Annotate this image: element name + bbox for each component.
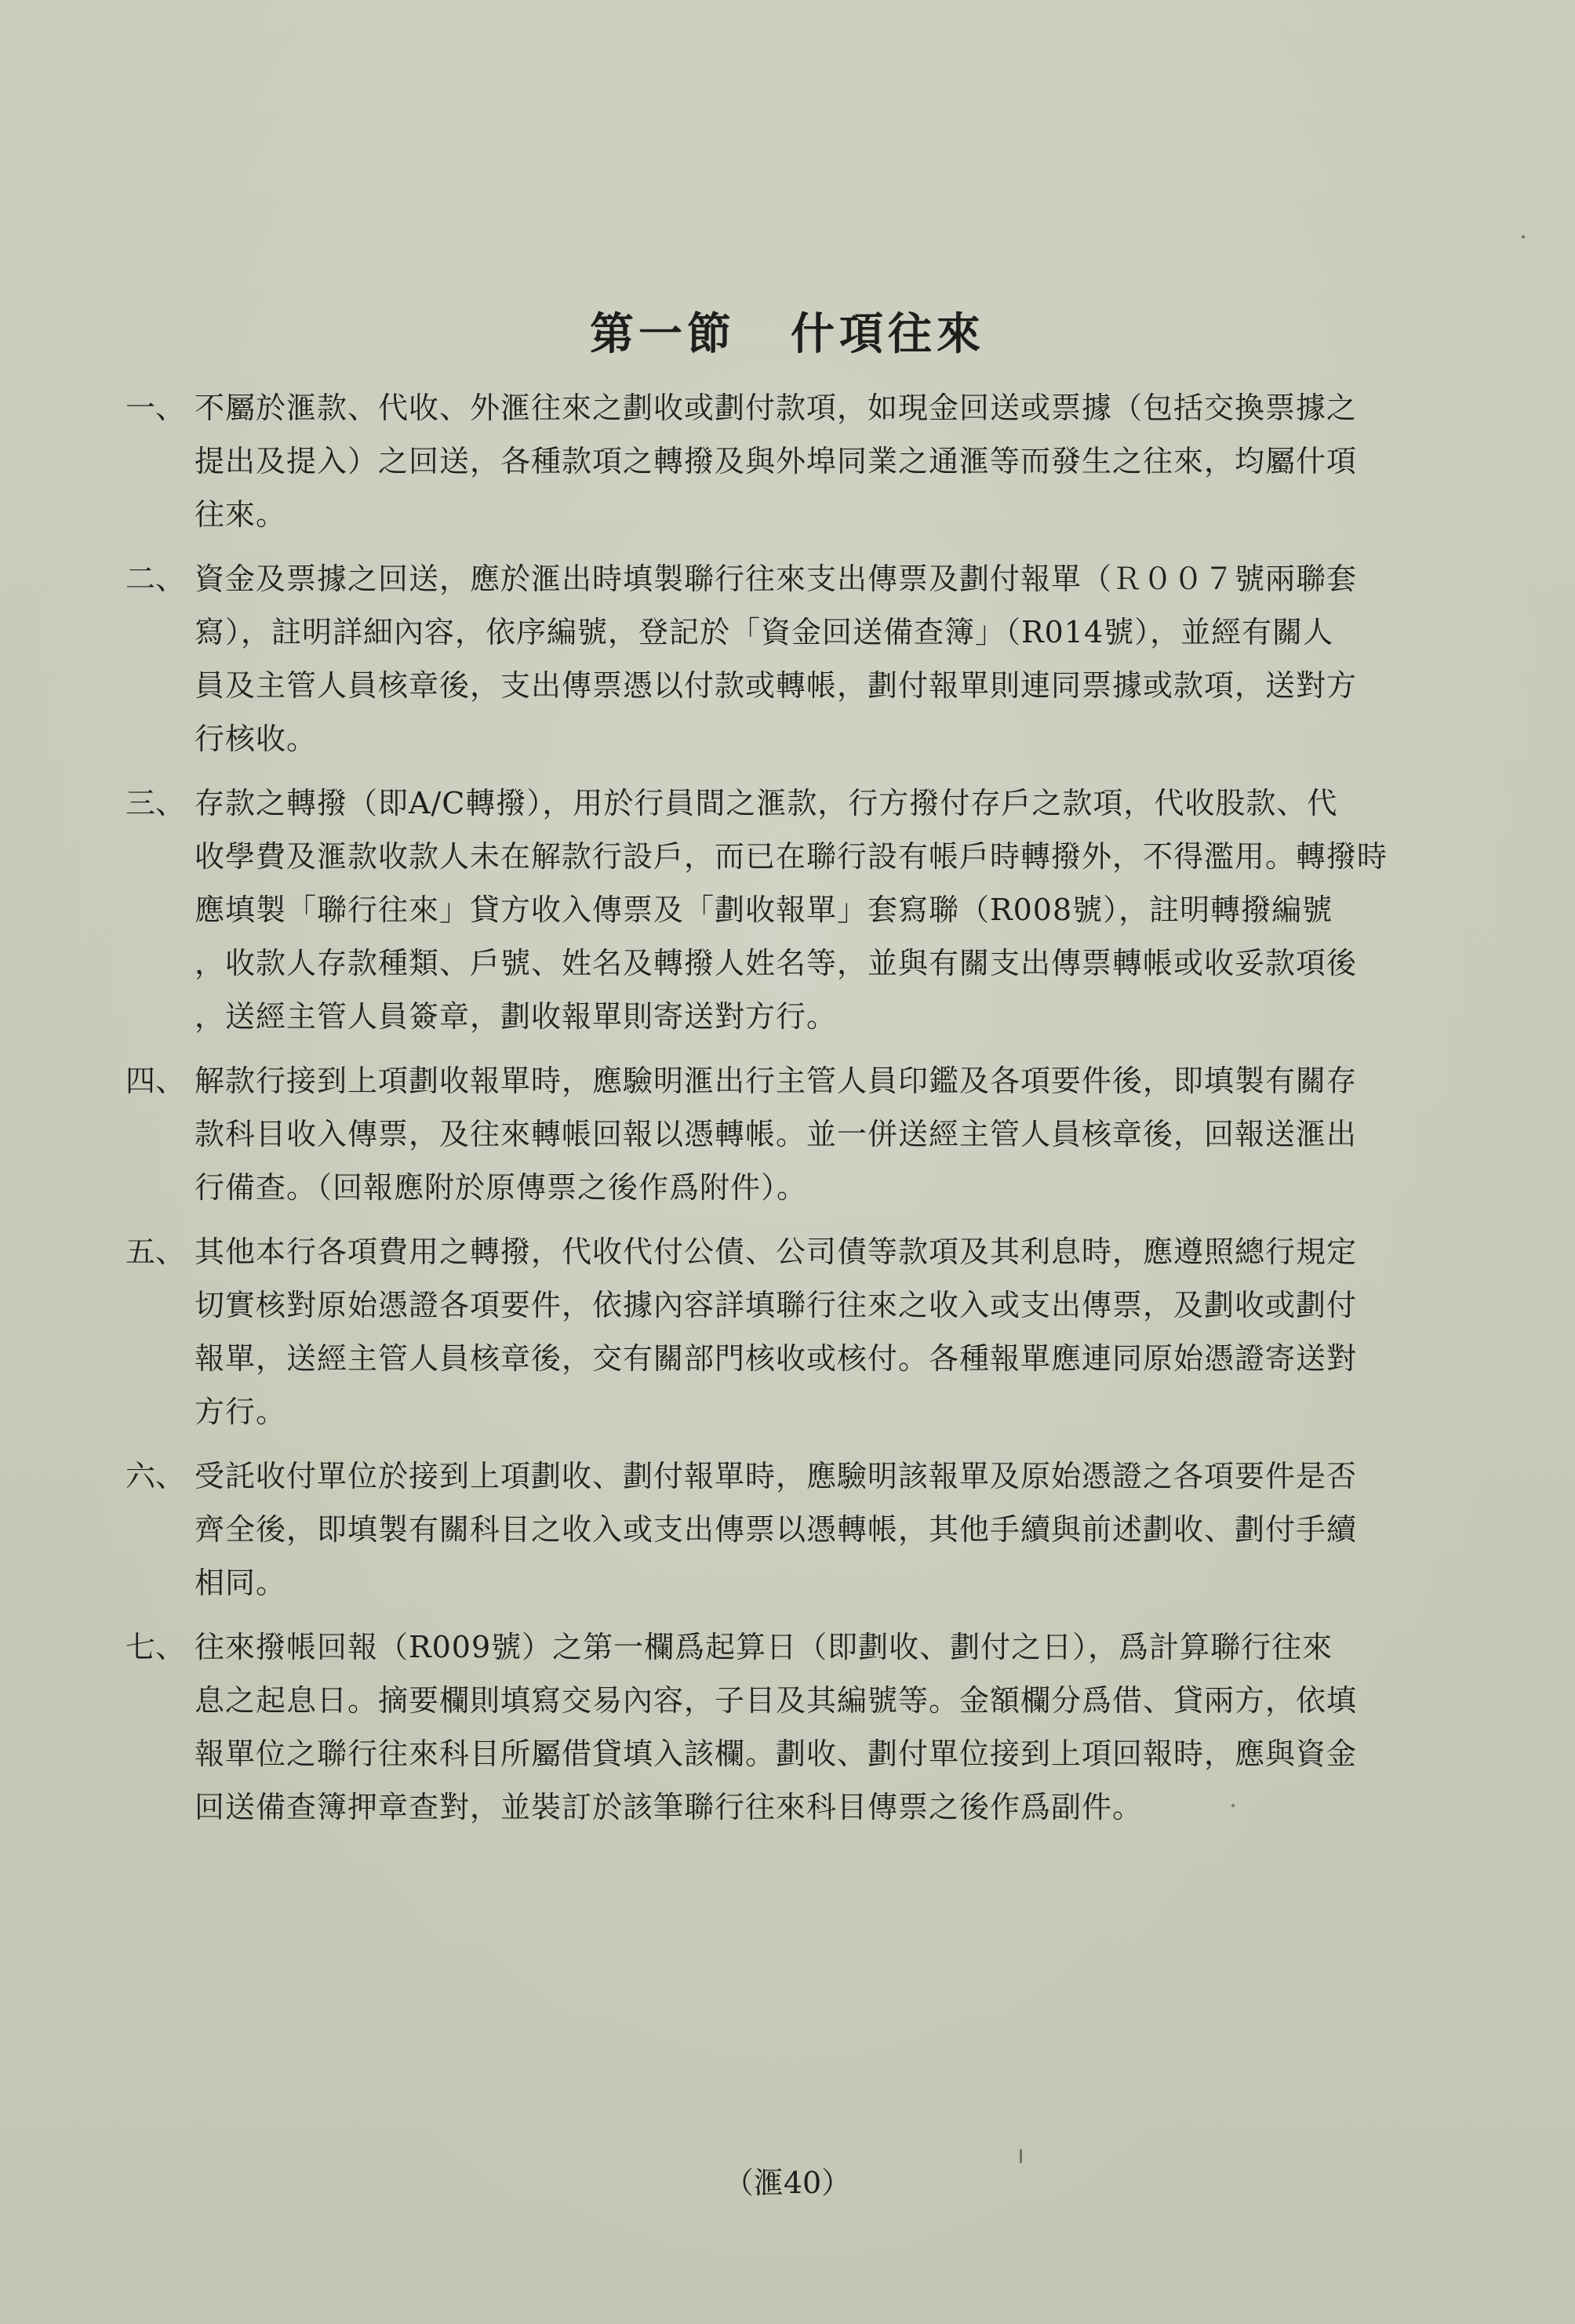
item-text-line: 往來。 <box>195 497 287 532</box>
item-text-line: 齊全後，即填製有關科目之收入或支出傳票以憑轉帳，其他手續與前述劃收、劃付手續 <box>195 1512 1358 1547</box>
regulation-item <box>125 1054 1420 1214</box>
regulation-item <box>125 552 1420 766</box>
item-number: 五、 <box>125 1235 186 1269</box>
speck <box>1231 1804 1235 1807</box>
item-text-line: 提出及提入）之回送，各種款項之轉撥及與外埠同業之通滙等而發生之往來，均屬什項 <box>195 444 1358 478</box>
section-heading: 什項往來 <box>791 308 985 360</box>
item-text-line: 報單位之聯行往來科目所屬借貸填入該欄。劃收、劃付單位接到上項回報時，應與資金 <box>195 1737 1358 1771</box>
item-text-line: 報單，送經主管人員核章後，交有關部門核收或核付。各種報單應連同原始憑證寄送對 <box>195 1341 1358 1376</box>
item-text-line: 其他本行各項費用之轉撥，代收代付公債、公司債等款項及其利息時，應遵照總行規定 <box>195 1235 1358 1269</box>
item-number: 六、 <box>125 1459 186 1493</box>
item-text-line: 方行。 <box>195 1395 287 1429</box>
item-number: 一、 <box>125 391 186 425</box>
item-text-line: 往來撥帳回報（R009號）之第一欄爲起算日（即劃收、劃付之日），爲計算聯行往來 <box>195 1630 1333 1664</box>
item-text-line: 行核收。 <box>195 722 318 756</box>
item-text-line: 不屬於滙款、代收、外滙往來之劃收或劃付款項，如現金回送或票據（包括交換票據之 <box>195 391 1358 425</box>
regulation-item <box>125 381 1420 541</box>
item-text-line: 相同。 <box>195 1566 287 1600</box>
item-text-line: 行備查。（回報應附於原傳票之後作爲附件）。 <box>195 1170 808 1205</box>
item-text-line: 應填製「聯行往來」貸方收入傳票及「劃收報單」套寫聯（R008號），註明轉撥編號 <box>195 893 1333 927</box>
speck <box>1522 235 1525 238</box>
regulation-item <box>125 1620 1420 1834</box>
item-text-line: 寫），註明詳細內容，依序編號，登記於「資金回送備查簿」（R014號），並經有關人 <box>195 615 1334 649</box>
item-text-line: 款科目收入傳票，及往來轉帳回報以憑轉帳。並一併送經主管人員核章後，回報送滙出 <box>195 1117 1358 1151</box>
speck <box>1020 2149 1022 2163</box>
regulation-item <box>125 776 1420 1043</box>
item-text-line: 回送備查簿押章查對，並裝訂於該筆聯行往來科目傳票之後作爲副件。 <box>195 1790 1144 1824</box>
item-text-line: ，收款人存款種類、戶號、姓名及轉撥人姓名等，並與有關支出傳票轉帳或收妥款項後 <box>195 946 1358 980</box>
regulation-item <box>125 1449 1420 1609</box>
item-text-line: 收學費及滙款收款人未在解款行設戶，而已在聯行設有帳戶時轉撥外，不得濫用。轉撥時 <box>195 839 1388 874</box>
item-text-line: 息之起息日。摘要欄則填寫交易內容，子目及其編號等。金額欄分爲借、貸兩方，依填 <box>195 1683 1358 1718</box>
item-number: 二、 <box>125 562 186 596</box>
regulation-item <box>125 1225 1420 1438</box>
section-title <box>0 300 1575 362</box>
item-text-line: 資金及票據之回送，應於滙出時填製聯行往來支出傳票及劃付報單（Ｒ００７號兩聯套 <box>195 562 1358 596</box>
item-number: 四、 <box>125 1064 186 1098</box>
section-number: 第一節 <box>590 308 736 360</box>
item-text-line: 切實核對原始憑證各項要件，依據內容詳填聯行往來之收入或支出傳票，及劃收或劃付 <box>195 1288 1358 1322</box>
item-text-line: 解款行接到上項劃收報單時，應驗明滙出行主管人員印鑑及各項要件後，即填製有關存 <box>195 1064 1358 1098</box>
item-number: 七、 <box>125 1630 186 1664</box>
item-text-line: 存款之轉撥（即A/C轉撥），用於行員間之滙款，行方撥付存戶之款項，代收股款、代 <box>195 786 1338 820</box>
item-number: 三、 <box>125 786 186 820</box>
item-text-line: 受託收付單位於接到上項劃收、劃付報單時，應驗明該報單及原始憑證之各項要件是否 <box>195 1459 1358 1493</box>
page-number: （滙40） <box>723 2166 852 2200</box>
item-text-line: 員及主管人員核章後，支出傳票憑以付款或轉帳，劃付報單則連同票據或款項，送對方 <box>195 668 1358 703</box>
item-text-line: ，送經主管人員簽章，劃收報單則寄送對方行。 <box>195 999 838 1034</box>
regulation-list <box>125 381 1420 1845</box>
